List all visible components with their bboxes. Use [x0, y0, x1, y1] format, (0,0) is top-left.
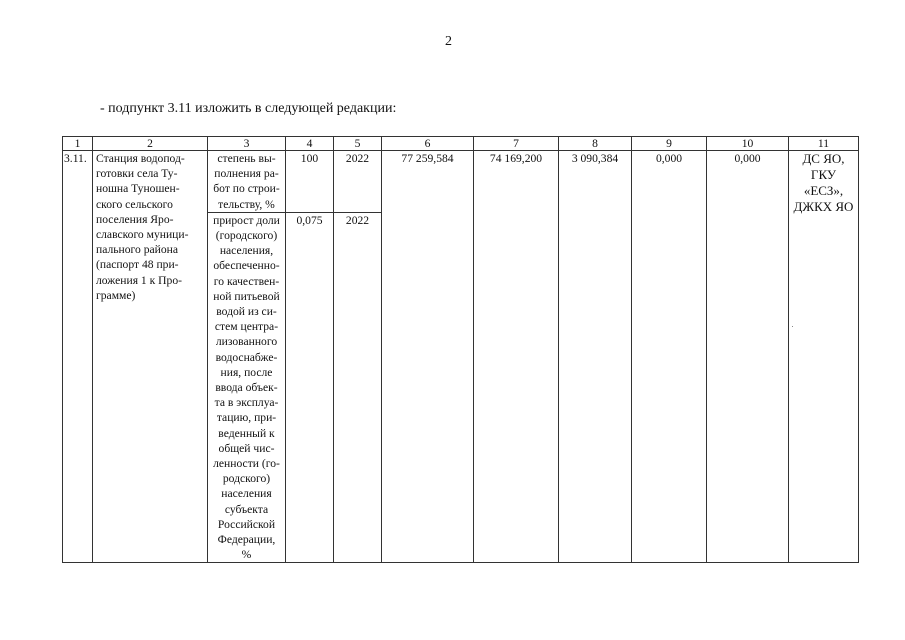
- speck: [792, 326, 793, 327]
- text-line: грамме): [96, 288, 136, 302]
- text-line: населения: [221, 487, 272, 501]
- text-line: %: [241, 548, 252, 562]
- header-cell: 3: [208, 137, 286, 151]
- text-line: Станция водопод-: [96, 152, 185, 165]
- text-line: ленности (го-: [213, 457, 280, 471]
- text-line: Российской: [217, 517, 276, 531]
- header-cell: 2: [93, 137, 208, 151]
- col-10-value: 0,000: [707, 151, 789, 563]
- text-line: (городского): [215, 229, 278, 243]
- header-cell: 7: [474, 137, 559, 151]
- text-line: бот по строи-: [213, 182, 280, 196]
- program-table: [62, 136, 859, 563]
- text-line: пального района: [96, 243, 178, 257]
- header-cell: 11: [789, 137, 859, 151]
- text-line: водой из си-: [216, 305, 277, 319]
- header-cell: 8: [559, 137, 632, 151]
- header-cell: 1: [63, 137, 93, 151]
- object-name: [93, 151, 208, 563]
- text-line: прирост доли: [213, 213, 280, 227]
- header-cell: 10: [707, 137, 789, 151]
- text-line: та в эксплуа-: [214, 396, 279, 410]
- text-line: готовки села Ту-: [96, 167, 178, 181]
- col-8-value: 3 090,384: [559, 151, 632, 563]
- text-line: тацию, при-: [216, 411, 277, 425]
- indicator-2-year: 2022: [334, 212, 382, 563]
- col-6-value: 77 259,584: [382, 151, 474, 563]
- responsible-executors: [789, 151, 859, 563]
- col-9-value: 0,000: [632, 151, 707, 563]
- text-line: веденный к: [218, 426, 275, 440]
- text-line: (паспорт 48 при-: [96, 258, 179, 272]
- indicator-1-value: 100: [286, 151, 334, 213]
- text-line: ДС ЯО,: [802, 151, 845, 166]
- text-line: ношна Туношен-: [96, 182, 180, 196]
- indicator-1: [208, 151, 286, 213]
- text-line: ввода объек-: [215, 381, 278, 395]
- table-row: [63, 151, 859, 213]
- header-row: [63, 137, 859, 151]
- text-line: тельству, %: [218, 197, 275, 211]
- text-line: поселения Яро-: [96, 212, 174, 226]
- text-line: лизованного: [215, 335, 278, 349]
- header-cell: 9: [632, 137, 707, 151]
- text-line: го качествен-: [213, 274, 280, 288]
- row-number: 3.11.: [63, 151, 93, 563]
- indicator-1-year: 2022: [334, 151, 382, 213]
- text-line: стем центра-: [214, 320, 279, 334]
- text-line: ГКУ: [810, 167, 837, 182]
- text-line: полнения ра-: [214, 167, 279, 181]
- indicator-2-value: 0,075: [286, 212, 334, 563]
- page-number: 2: [445, 34, 452, 49]
- text-line: обеспеченно-: [213, 259, 280, 273]
- indicator-2: [208, 212, 286, 563]
- text-line: степень вы-: [217, 152, 276, 165]
- text-line: ложения 1 к Про-: [96, 273, 182, 287]
- text-line: ной питьевой: [213, 289, 280, 303]
- text-line: Федерации,: [217, 533, 276, 547]
- text-line: «ЕСЗ»,: [803, 183, 844, 198]
- text-line: родского): [222, 472, 271, 486]
- text-line: общей чис-: [218, 441, 275, 455]
- header-cell: 5: [334, 137, 382, 151]
- header-cell: 4: [286, 137, 334, 151]
- text-line: ского сельского: [96, 197, 173, 211]
- intro-text: - подпункт 3.11 изложить в следующей редакции:: [100, 101, 397, 116]
- text-line: славского муници-: [96, 228, 189, 242]
- text-line: ДЖКХ ЯО: [793, 199, 854, 214]
- text-line: водоснабже-: [215, 350, 278, 364]
- text-line: субъекта: [224, 502, 269, 516]
- text-line: населения,: [219, 244, 274, 258]
- header-cell: 6: [382, 137, 474, 151]
- text-line: ния, после: [220, 365, 273, 379]
- col-7-value: 74 169,200: [474, 151, 559, 563]
